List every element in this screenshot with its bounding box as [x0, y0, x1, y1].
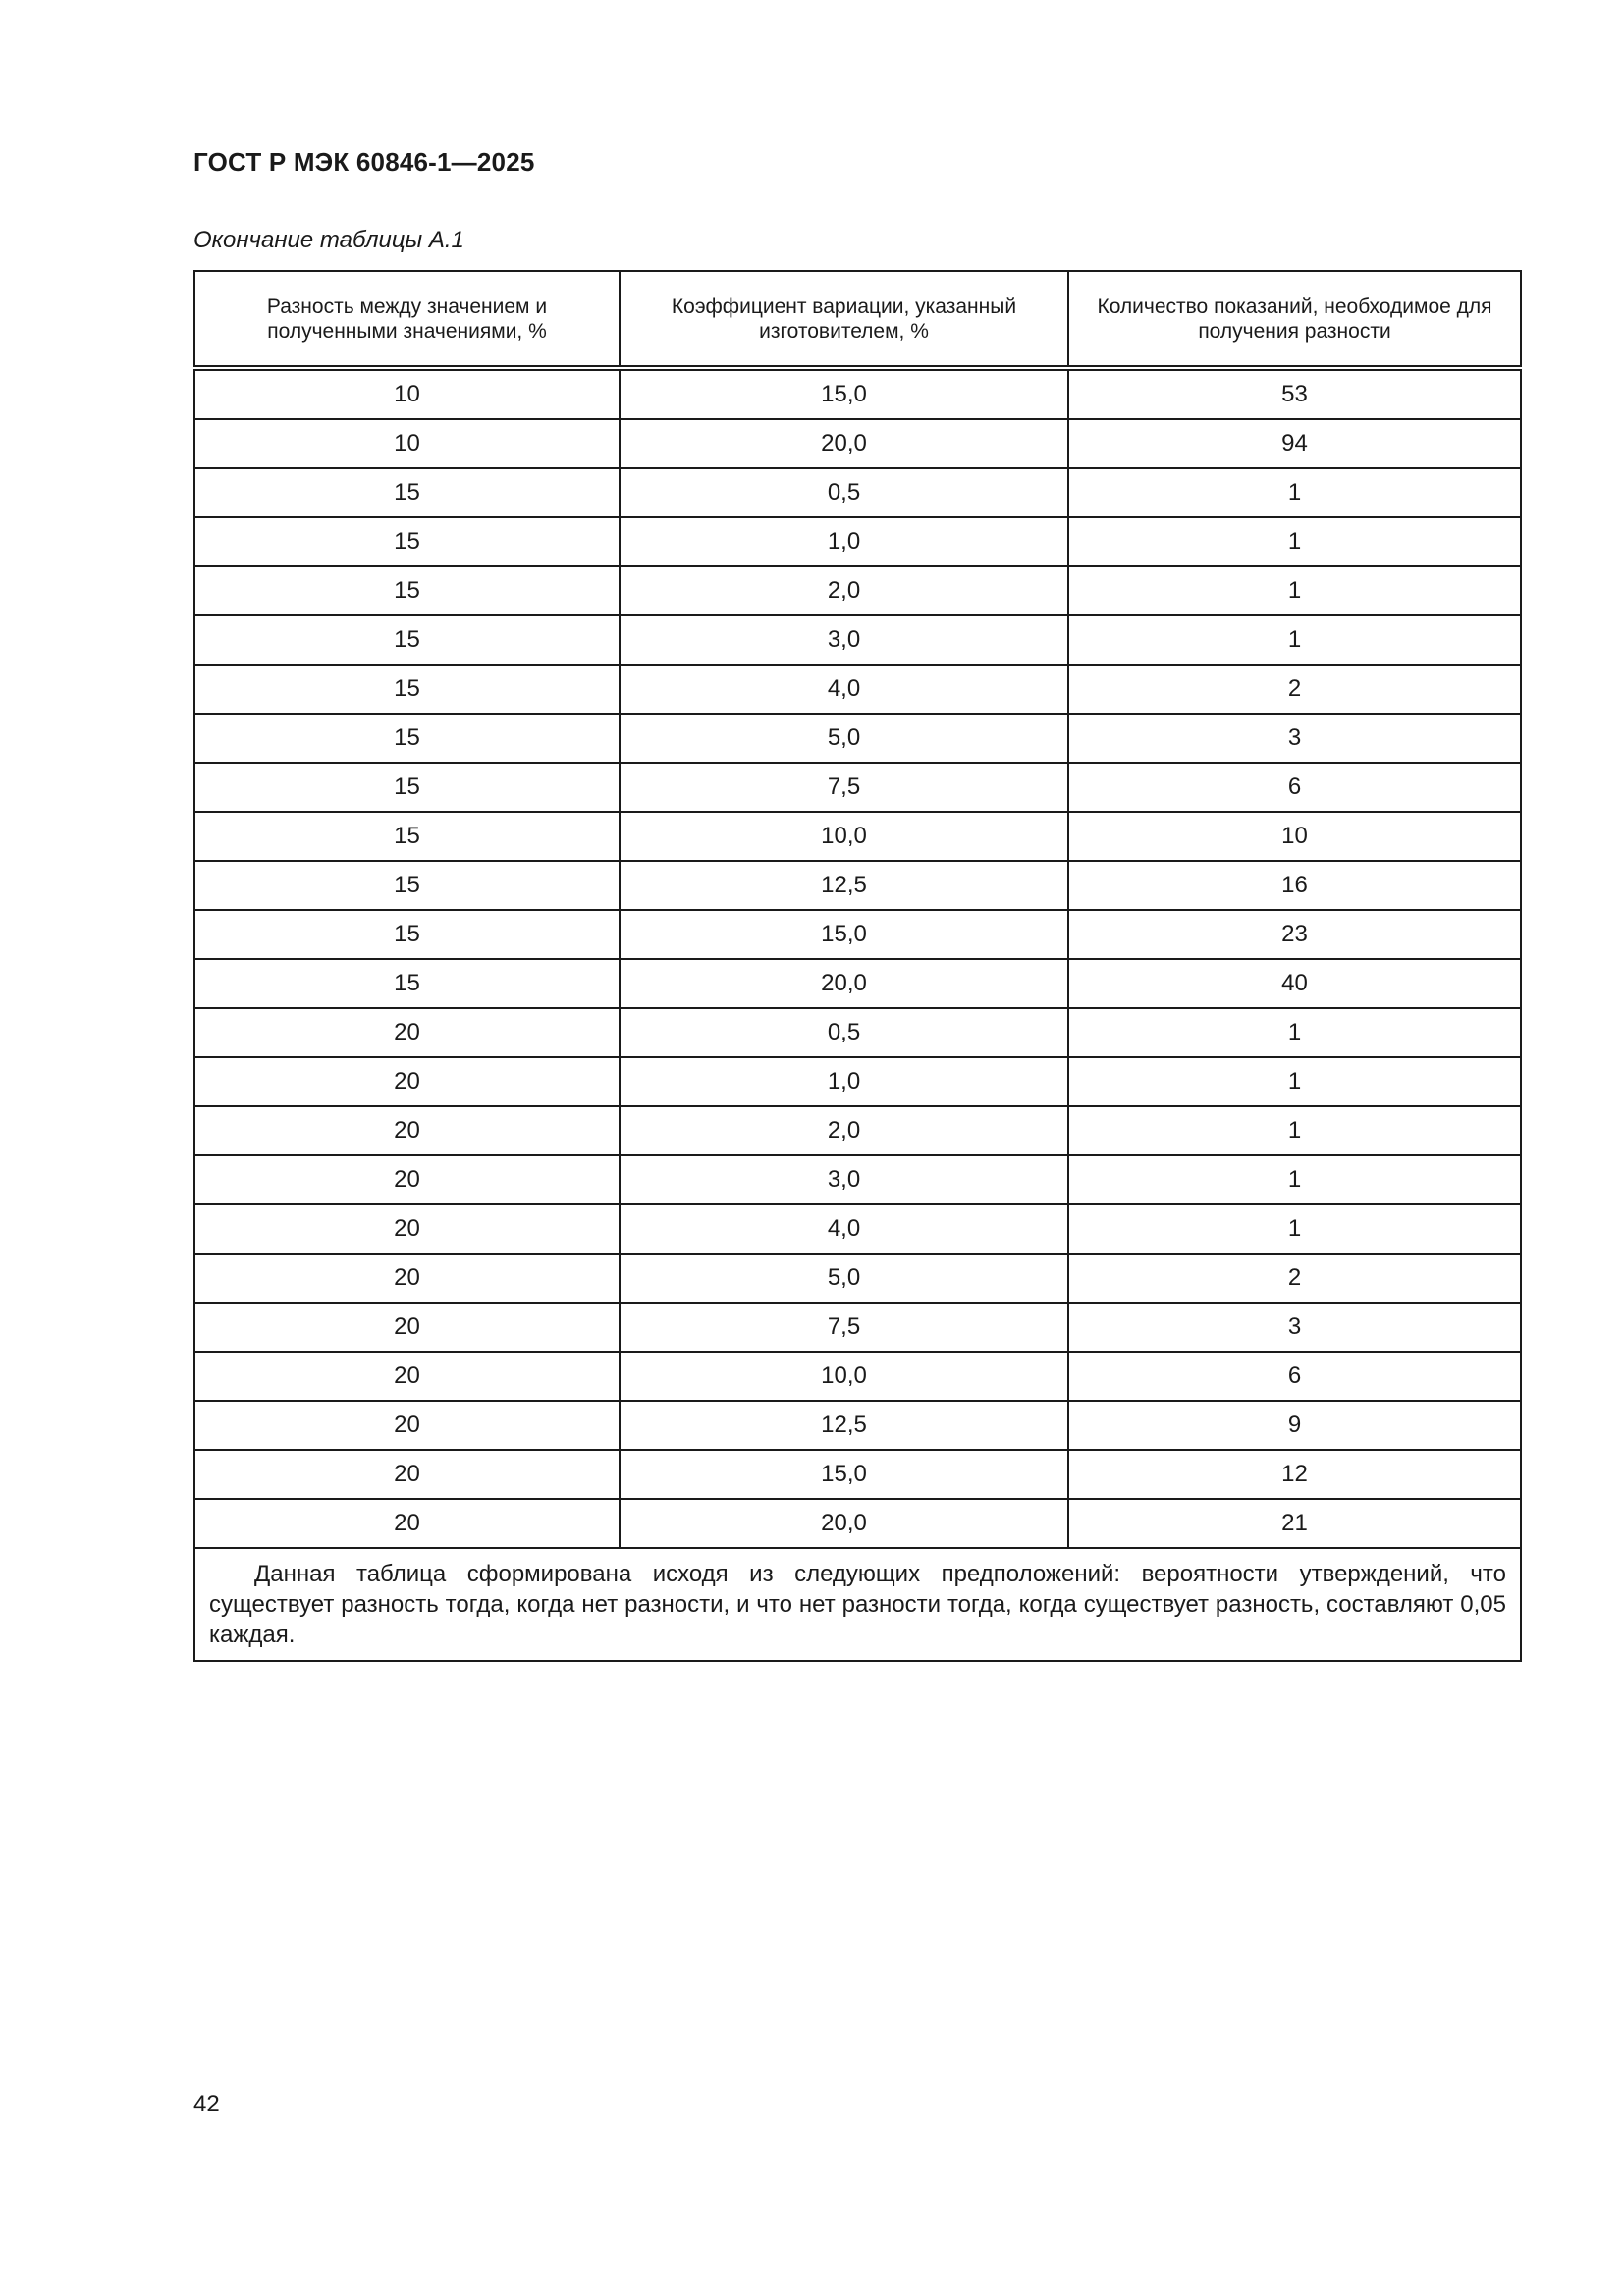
table-row: [194, 665, 1521, 714]
table-row: [194, 1057, 1521, 1106]
table-body: [194, 368, 1521, 1548]
table-cell: 3: [1068, 714, 1521, 763]
table-cell: 3,0: [620, 615, 1068, 665]
table-cell: 1: [1068, 1057, 1521, 1106]
table-caption: Окончание таблицы А.1: [193, 227, 464, 253]
table-cell: 0,5: [620, 468, 1068, 517]
table-cell: 15: [194, 763, 620, 812]
table-cell: 4,0: [620, 665, 1068, 714]
table-cell: 7,5: [620, 1303, 1068, 1352]
table-cell: 20,0: [620, 419, 1068, 468]
column-header: Количество показаний, необходимое для получения разности: [1068, 271, 1521, 368]
table-cell: 15,0: [620, 910, 1068, 959]
table-row: [194, 1008, 1521, 1057]
table-cell: 4,0: [620, 1204, 1068, 1254]
table-row: [194, 910, 1521, 959]
table-cell: 3: [1068, 1303, 1521, 1352]
table-cell: 1: [1068, 1204, 1521, 1254]
table-cell: 1,0: [620, 1057, 1068, 1106]
table-row: [194, 1204, 1521, 1254]
table-cell: 12,5: [620, 861, 1068, 910]
table-cell: 15: [194, 861, 620, 910]
table-cell: 6: [1068, 1352, 1521, 1401]
table-cell: 15: [194, 566, 620, 615]
table-cell: 23: [1068, 910, 1521, 959]
table-cell: 15: [194, 517, 620, 566]
table-row: [194, 959, 1521, 1008]
table-cell: 6: [1068, 763, 1521, 812]
data-table: [193, 270, 1522, 1662]
table-row: [194, 1499, 1521, 1548]
table-footnote: Данная таблица сформирована исходя из следующих предположений: вероятности утверждений, что существует разность тогда, когда нет разности, и что нет разности тогда, когда существует разность, составляют 0,05 каждая.: [194, 1548, 1521, 1661]
table-cell: 15: [194, 665, 620, 714]
table-cell: 1,0: [620, 517, 1068, 566]
table-row: [194, 1254, 1521, 1303]
table-cell: 15: [194, 615, 620, 665]
table-cell: 15: [194, 714, 620, 763]
table-cell: 5,0: [620, 714, 1068, 763]
table-cell: 10: [194, 419, 620, 468]
table-cell: 15: [194, 910, 620, 959]
column-header: Разность между значением и полученными значениями, %: [194, 271, 620, 368]
table-cell: 20: [194, 1204, 620, 1254]
table-row: [194, 468, 1521, 517]
table-cell: 15: [194, 959, 620, 1008]
table-cell: 12,5: [620, 1401, 1068, 1450]
table-cell: 7,5: [620, 763, 1068, 812]
table-cell: 20: [194, 1450, 620, 1499]
table-cell: 9: [1068, 1401, 1521, 1450]
table-cell: 15,0: [620, 1450, 1068, 1499]
table-cell: 20: [194, 1106, 620, 1155]
table-row: [194, 1155, 1521, 1204]
table-cell: 1: [1068, 517, 1521, 566]
table-cell: 1: [1068, 566, 1521, 615]
table-footnote-row: [194, 1548, 1521, 1661]
table-cell: 20: [194, 1303, 620, 1352]
document-header: ГОСТ Р МЭК 60846-1—2025: [193, 147, 535, 177]
table-row: [194, 1401, 1521, 1450]
table-cell: 10,0: [620, 812, 1068, 861]
table-cell: 20,0: [620, 1499, 1068, 1548]
table-cell: 20: [194, 1057, 620, 1106]
table-row: [194, 368, 1521, 419]
table-cell: 0,5: [620, 1008, 1068, 1057]
table-header-row: [194, 271, 1521, 368]
table-row: [194, 714, 1521, 763]
table-cell: 5,0: [620, 1254, 1068, 1303]
table-cell: 1: [1068, 1106, 1521, 1155]
table-cell: 20: [194, 1254, 620, 1303]
table-cell: 10,0: [620, 1352, 1068, 1401]
page-number: 42: [193, 2091, 220, 2117]
table-cell: 15,0: [620, 368, 1068, 419]
table-cell: 2: [1068, 1254, 1521, 1303]
table-row: [194, 763, 1521, 812]
table-cell: 94: [1068, 419, 1521, 468]
table-cell: 3,0: [620, 1155, 1068, 1204]
table-cell: 12: [1068, 1450, 1521, 1499]
table-row: [194, 861, 1521, 910]
column-header: Коэффициент вариации, указанный изготовителем, %: [620, 271, 1068, 368]
table-cell: 40: [1068, 959, 1521, 1008]
table-row: [194, 419, 1521, 468]
table-cell: 20,0: [620, 959, 1068, 1008]
table-cell: 20: [194, 1401, 620, 1450]
table-row: [194, 1352, 1521, 1401]
table-cell: 53: [1068, 368, 1521, 419]
table-cell: 1: [1068, 615, 1521, 665]
table-row: [194, 1303, 1521, 1352]
table-cell: 1: [1068, 1008, 1521, 1057]
table-cell: 16: [1068, 861, 1521, 910]
table-cell: 21: [1068, 1499, 1521, 1548]
table-cell: 2,0: [620, 1106, 1068, 1155]
table-cell: 15: [194, 468, 620, 517]
table-cell: 10: [194, 368, 620, 419]
table-cell: 10: [1068, 812, 1521, 861]
table-cell: 1: [1068, 1155, 1521, 1204]
table-cell: 2: [1068, 665, 1521, 714]
table-row: [194, 615, 1521, 665]
table-cell: 1: [1068, 468, 1521, 517]
table-cell: 20: [194, 1155, 620, 1204]
table-row: [194, 812, 1521, 861]
table-row: [194, 1106, 1521, 1155]
table-row: [194, 566, 1521, 615]
table-cell: 20: [194, 1499, 620, 1548]
table-cell: 20: [194, 1352, 620, 1401]
table-row: [194, 517, 1521, 566]
table-cell: 15: [194, 812, 620, 861]
table-cell: 2,0: [620, 566, 1068, 615]
table-cell: 20: [194, 1008, 620, 1057]
table-row: [194, 1450, 1521, 1499]
